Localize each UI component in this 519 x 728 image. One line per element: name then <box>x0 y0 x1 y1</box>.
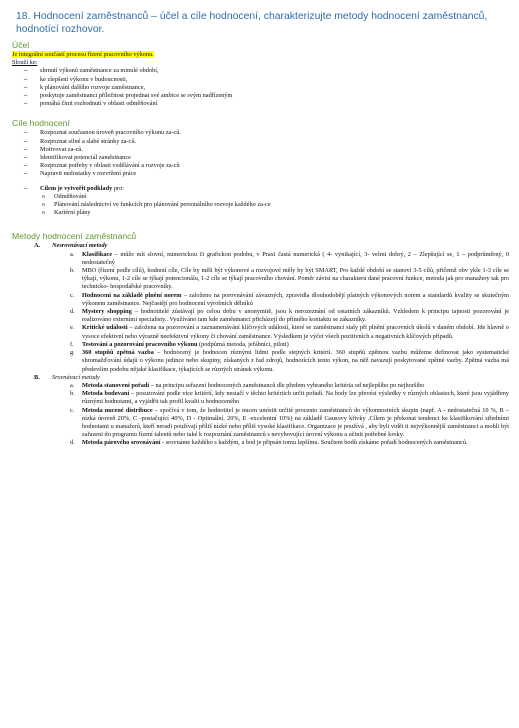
method-name: Hodnocení na základě plnění norem <box>82 291 182 299</box>
list-item: c. Metoda nucené distribuce – spočívá v tom, že hodnotitel je nucen umístit určité procento zaměstnanců do výkonnostních skupin (např. A - nedostatečná 10 %, B – nízká úroveň 20%, C -postačující 40%, D - Optimální, 20%, E -excelentní 10%) na základě Gausovy křivky .Cílem je překonat tendenci ke klasifikování středními hodnotami u manažerů, kteří neradi používají příliš nízké nebo příliš vysoké klasifikace. Organizace je používá , aby byli vidět ti nejvýkonnější zaměstnanci a mohli být zařazeni do programu řízení talentů nebo také k rozpoznání zaměstnanců s nevyhovující úrovní výkonu a učinit potřebné kroky. <box>70 406 509 439</box>
page-title: 18. Hodnocení zaměstnanců – účel a cíle hodnocení, charakterizujte metody hodnocení zaměstnanců, hodnotící rozhovor. <box>16 11 488 35</box>
list-item: d. Mystery shopping – hodnotitelé zůstávají po celou dobu v anonymitě, jsou k nerozeznání od ostatních zákazníků. Vzhledem k principu tajnosti pozorování je realizováno externími specialisty.. Využíváno tam kde zaměstnanci přicházejí do přímého kontaktu se zákazníky. <box>70 308 509 324</box>
podklady-heading-list <box>12 185 511 193</box>
method-description: – na principu seřazení hodnocených zaměstnanců dle předem vybraného kritéria od nejlepšího po nejhoršího <box>149 381 425 389</box>
section-b: B. Srovnávací metody <box>34 373 100 381</box>
list-item: f. Testování a pozorování pracovního výkonu (podpůrná metoda, jeřábníci, piloti) <box>70 340 289 348</box>
method-description: – založeno na porovnávání závazných, zpravidla dlouhodobějí platných výkonových norem a standardů kvality se skutečným výkonem zaměstnance. Nejčastějí pro hodnocení výrobních dělníků <box>82 291 509 307</box>
podklady-list <box>12 193 511 218</box>
method-description: (podpůrná metoda, jeřábníci, piloti) <box>197 340 289 348</box>
section-a: A. Nesrovnávací metody <box>34 242 108 250</box>
list-item: – Napravit nedostatky v rozvržení práce <box>12 170 511 178</box>
list-item: a. Klasifikace – může mít slovní, numerickou či grafickou podobu, v Praxi častá numerická ( 4- vynikající, 3- velmi dobrý, 2 – Zlepšující se, 1 – podprůměrný, 0 nedostatečný <box>70 250 509 266</box>
method-description: – hodnotitelé zůstávají po celou dobu v anonymitě, jsou k nerozeznání od ostatních zákazníků. Vzhledem k principu tajnosti pozorování je realizováno externími specialisty.. Využíváno tam kde zaměstnanci přicházejí do přímého kontaktu se zákazníky. <box>82 308 509 324</box>
highlighted-sentence: Je integrální součástí procesu řízení pracovního výkonu. <box>12 51 154 58</box>
heading-metody: Metody hodnocení zaměstnanců <box>12 231 137 242</box>
section-a-label: Nesrovnávací metody <box>52 242 108 250</box>
list-item: – pomáhá činit rozhodnutí v oblasti odměňování <box>12 100 511 108</box>
list-item: – ke zlepšení výkonu v budoucnosti, <box>12 76 511 84</box>
list-item: – poskytuje zaměstnanci příležitost projednat své ambice se svým nadřízeným <box>12 92 511 100</box>
method-description: - srovnáme každého s každým, a bod je připsán tomu lepšímu. Součtem bodů získáme pořadí hodnocených zaměstnanců. <box>160 439 468 447</box>
method-description: – posuzování podle více kritérií, kdy nestačí v těchto kritériích určit pořadí. Na body lze převést výsledky v různých oblastech, které jsou vyjádřeny různými hodnotami, a vyjádřit tak profil kvalit u hodnoceného <box>82 390 509 406</box>
method-name: Mystery shopping <box>82 308 132 316</box>
heading-cile: Cíle hodnocení <box>12 118 70 129</box>
method-description: – založena na pozorování a zaznamenávání klíčových událostí, které se zaměstnanci staly při plnění pracovních úkolů v daném období. Jde hlavně o vysoce efektivní nebo výrazně neefektivní výkony či chování zaměstnance. Výsledkem je výčet všech pozitivních a negativních klíčových případů. <box>82 324 509 340</box>
slouzi-label: Slouží ke: <box>12 59 38 67</box>
list-item: – Rozpoznat potřeby v oblasti vzdělávání a rozvoje za-ců <box>12 162 511 170</box>
section-a-list <box>12 251 511 374</box>
method-description: – hodnocený je hodnocen různými lidmi podle stejných kritérií. 360 stupňů zpětnou vazbu můžeme definovat jako systematické shromažďování údajů o výkonu jedince nebo skupiny, získaných z řad zdrojů, hodnotících tento výkon, na něž navazují poskytované zpětné vazby. Zpětná vazba má především podobu nějaké klasifikace, týkajících se různých stránek výkonu. <box>82 349 509 373</box>
list-item: o Kariérní plány <box>40 209 511 217</box>
list-item: – Rozpoznat současnou úroveň pracovního výkonu za-ců. <box>12 129 511 137</box>
section-b-list <box>12 382 511 448</box>
list-item: – Identifikovat potenciál zaměstnance <box>12 154 511 162</box>
method-name: Metoda párového srovnávání <box>82 439 161 447</box>
list-item: d. Metoda párového srovnávání - srovnáme každého s každým, a bod je připsán tomu lepšímu. Součtem bodů získáme pořadí hodnocených zaměstnanců. <box>70 439 468 447</box>
method-name: Klasifikace <box>82 250 113 258</box>
method-name: Metoda bodovaní <box>82 390 130 398</box>
list-item: b. Metoda bodovaní – posuzování podle více kritérií, kdy nestačí v těchto kritériích určit pořadí. Na body lze převést výsledky v různých oblastech, které jsou vyjádřeny různými hodnotami, a vyjádřit tak profil kvalit u hodnoceného <box>70 390 509 406</box>
cile-list <box>12 129 511 178</box>
method-description: – může mít slovní, numerickou či grafickou podobu, v Praxi častá numerická ( 4- vynikající, 3- velmi dobrý, 2 – Zlepšující se, 1 – podprůměrný, 0 nedostatečný <box>82 250 509 266</box>
list-item: g. 360 stupňů zpětná vazba – hodnocený je hodnocen různými lidmi podle stejných kritérií. 360 stupňů zpětnou vazbu můžeme definovat jako systematické shromažďování údajů o výkonu jedince nebo skupiny, získaných z řad zdrojů, hodnotících tento výkon, na něž navazují poskytované zpětné vazby. Zpětná vazba má především podobu nějaké klasifikace, týkajících se různých stránek výkonu. <box>70 349 509 373</box>
list-item: – Motivovat za-ců. <box>12 146 511 154</box>
method-description: – spočívá v tom, že hodnotitel je nucen umístit určité procento zaměstnanců do výkonnostních skupin (např. A - nedostatečná 10 %, B – nízká úroveň 20%, C -postačující 40%, D - Optimální, 20%, E -excelentní 10%) na základě Gausovy křivky .Cílem je překonat tendenci ke klasifikování středními hodnotami u manažerů, kteří neradi používají příliš nízké nebo příliš vysoké klasifikace. Organizace je používá , aby byli vidět ti nejvýkonnější zaměstnanci a mohli být zařazeni do programu řízení talentů nebo také k rozpoznání zaměstnanců s nevyhovující úrovní výkonu a učinit potřebné kroky. <box>82 406 509 439</box>
method-name: Metoda stanovení pořadí <box>82 381 150 389</box>
list-item: a. Metoda stanovení pořadí – na principu seřazení hodnocených zaměstnanců dle předem vybraného kritéria od nejlepšího po nejhoršího <box>70 381 425 389</box>
list-item: – Rozpoznat silné a slabé stránky za-ců. <box>12 138 511 146</box>
list-item: – k plánování dalšího rozvoje zaměstnance, <box>12 84 511 92</box>
method-description: MBO (řízení podle cílů), hodnotí cíle, Cíle by měli být výkonové a rozvojové měly by být SMART, Pro každé období se stanoví 3-5 cílů, přičemž obv ykle 1-3 cíle se týkají, výkonu, 1-2 cíle se týkají potencionálu, 1-2 cíle se týkají pracovního chování. Poměr závisí na charakteru dané pracovní funkce, metoda jak pro manažery tak pro technicko- hospodářské pracovníky. <box>82 267 509 291</box>
list-item: o Odměňování <box>40 193 511 201</box>
list-item: – shrnutí výkonů zaměstnance za minulé období, <box>12 67 511 75</box>
list-item: c. Hodnocení na základě plnění norem – založeno na porovnávání závazných, zpravidla dlouhodobějí platných výkonových norem a standardů kvality se skutečným výkonem zaměstnance. Nejčastějí pro hodnocení výrobních dělníků <box>70 291 509 307</box>
list-item: b. MBO (řízení podle cílů), hodnotí cíle, Cíle by měli být výkonové a rozvojové měly by být SMART, Pro každé období se stanoví 3-5 cílů, přičemž obv ykle 1-3 cíle se týkají, výkonu, 1-2 cíle se týkají potencionálu, 1-2 cíle se týkají pracovního chování. Poměr závisí na charakteru dané pracovní funkce, metoda jak pro manažery tak pro technicko- hospodářské pracovníky. <box>70 267 509 291</box>
method-name: Testování a pozorování pracovního výkonu <box>82 340 198 348</box>
section-b-label: Srovnávací metody <box>52 373 100 381</box>
method-name: Kritické události <box>82 324 128 332</box>
list-item: e. Kritické události – založena na pozorování a zaznamenávání klíčových událostí, které se zaměstnanci staly při plnění pracovních úkolů v daném období. Jde hlavně o vysoce efektivní nebo výrazně neefektivní výkony či chování zaměstnance. Výsledkem je výčet všech pozitivních a negativních klíčových případů. <box>70 324 509 340</box>
ucel-list <box>12 67 511 108</box>
method-name: Metoda nucené distribuce <box>82 406 153 414</box>
podklady-label: Cílem je vytvořit podklady <box>40 184 113 192</box>
heading-ucel: Účel <box>12 40 30 50</box>
list-item: o Plánování následnictví ve funkcích pro plánování personálního rozvoje každého za-ce <box>40 201 511 209</box>
method-name: 360 stupňů zpětná vazba <box>82 349 154 357</box>
list-item: – Cílem je vytvořit podklady pro: <box>12 185 511 193</box>
